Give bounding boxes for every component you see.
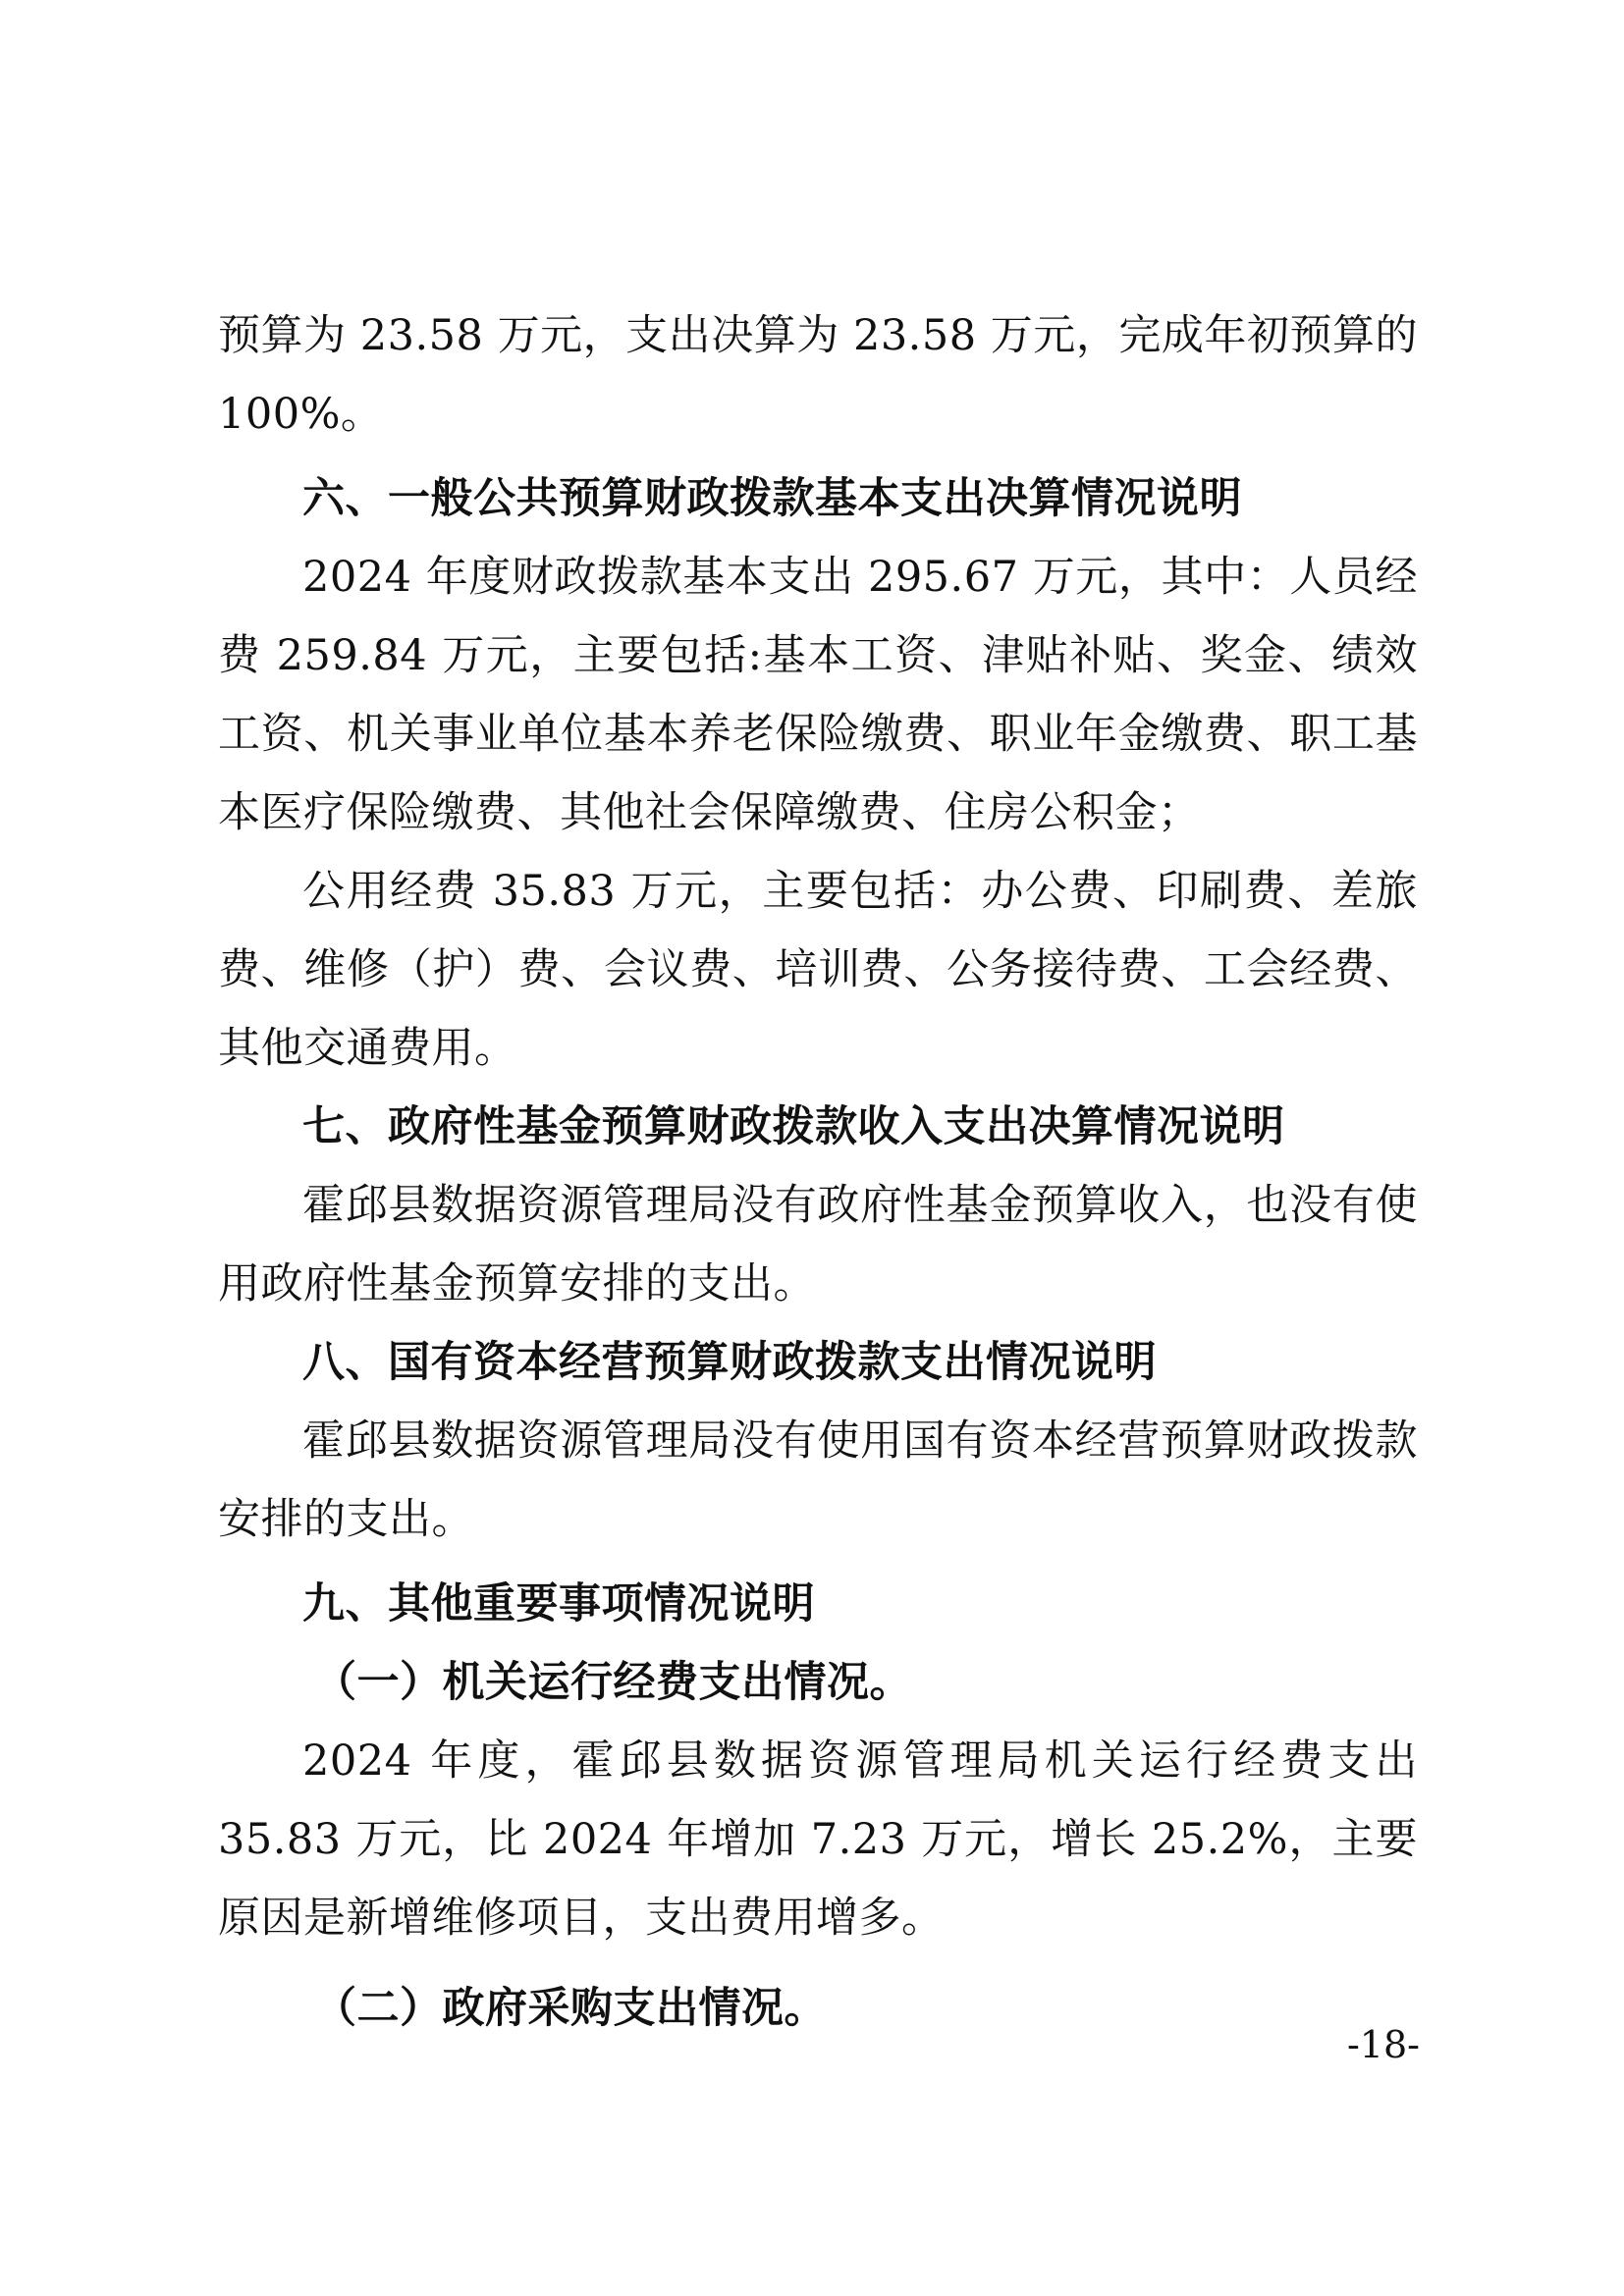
paragraph-government-fund: 霍邱县数据资源管理局没有政府性基金预算收入，也没有使用政府性基金预算安排的支出。: [218, 1181, 1418, 1308]
section-heading-7: 七、政府性基金预算财政拨款收入支出决算情况说明: [302, 1102, 1285, 1151]
continued-paragraph: 预算为 23.58 万元，支出决算为 23.58 万元，完成年初预算的 100%。: [218, 311, 1418, 439]
page-number: -18-: [1346, 2023, 1420, 2066]
paragraph-public-funds: 公用经费 35.83 万元，主要包括：办公费、印刷费、差旅费、维修（护）费、会议费、培训费、公务接待费、工会经费、其他交通费用。: [218, 867, 1418, 1073]
section-heading-6: 六、一般公共预算财政拨款基本支出决算情况说明: [302, 474, 1242, 523]
paragraph-basic-expenditure: 2024 年度财政拨款基本支出 295.67 万元，其中：人员经费 259.84 万元，主要包括:基本工资、津贴补贴、奖金、绩效工资、机关事业单位基本养老保险缴费、职业年金缴费、职工基本医疗保险缴费、其他社会保障缴费、住房公积金；: [218, 553, 1418, 837]
paragraph-operating-expenses: 2024 年度，霍邱县数据资源管理局机关运行经费支出 35.83 万元，比 2024 年增加 7.23 万元，增长 25.2%，主要原因是新增维修项目，支出费用增多。: [218, 1736, 1418, 1943]
subsection-heading-9-2: （二）政府采购支出情况。: [314, 1984, 827, 2033]
page-content: [218, 296, 1418, 2048]
section-heading-9: 九、其他重要事项情况说明: [302, 1579, 815, 1629]
paragraph-state-capital: 霍邱县数据资源管理局没有使用国有资本经营预算财政拨款安排的支出。: [218, 1416, 1418, 1544]
section-heading-8: 八、国有资本经营预算财政拨款支出情况说明: [302, 1338, 1157, 1387]
subsection-heading-9-1: （一）机关运行经费支出情况。: [314, 1658, 912, 1707]
